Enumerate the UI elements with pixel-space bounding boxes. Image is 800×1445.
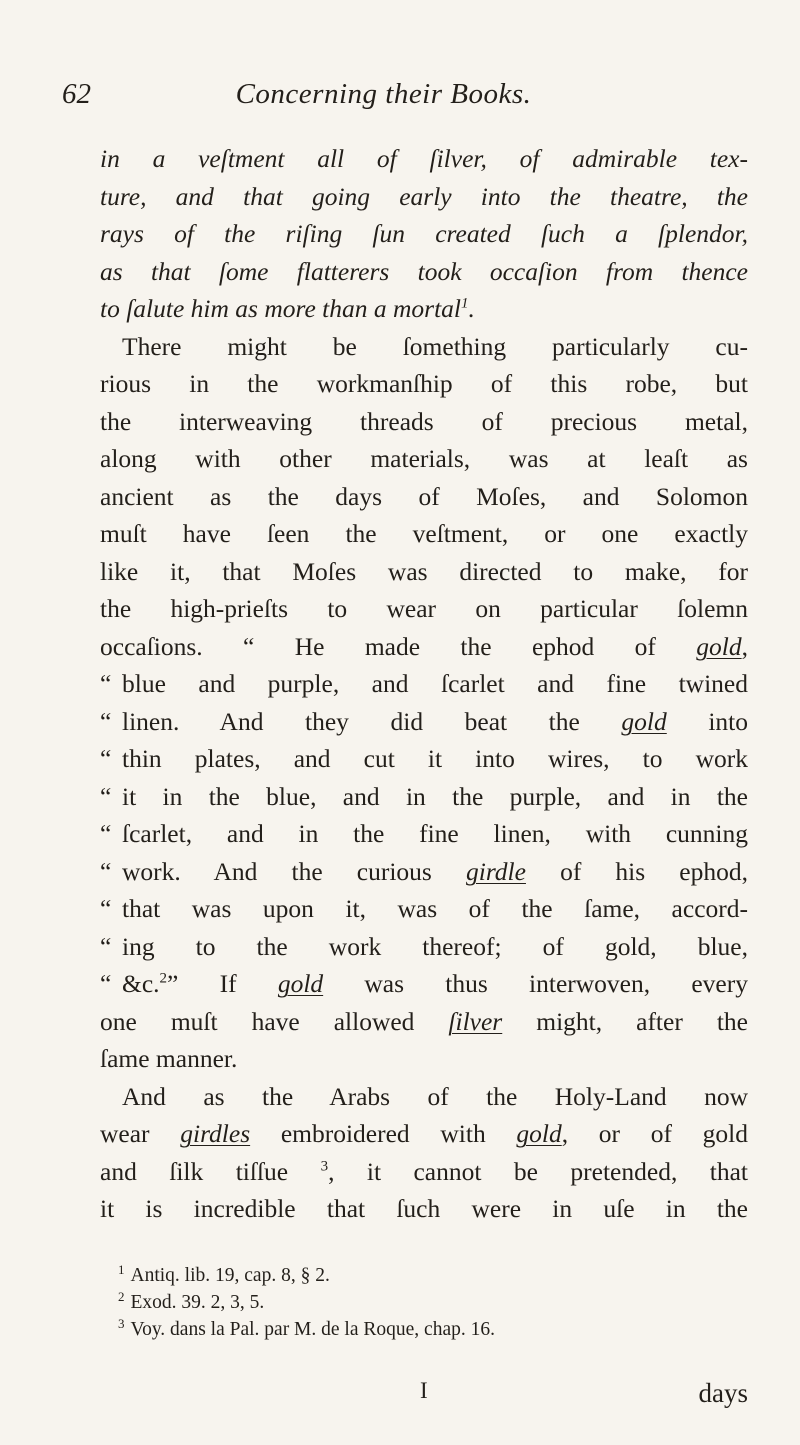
body-text (100, 140, 748, 1228)
text-line: “ blue and purple, and ſcarlet and fine twined (100, 669, 748, 698)
signature-mark: I (420, 1378, 428, 1403)
footnotes (118, 1262, 758, 1343)
text-line: to ſalute him as more than a mortal$^1$. (100, 294, 475, 323)
text-line: ancient as the days of Moſes, and Solomon (100, 481, 748, 511)
text-line: “ &c.$^2$” If gold was thus interwoven, every (100, 969, 748, 998)
text-line: in a veſtment all of ſilver, of admirable tex- (100, 144, 748, 173)
footnote: $^2$ Exod. 39. 2, 3, 5. (118, 1288, 265, 1313)
text-line: muſt have ſeen the veſtment, or one exactly (100, 519, 748, 548)
footnote-ref: 1 (461, 295, 469, 312)
text-line: rious in the workmanſhip of this robe, but (100, 369, 748, 398)
running-head: Concerning their Books. (235, 78, 532, 110)
text-line: the high-prieſts to wear on particular ſolemn (100, 594, 748, 623)
page-footer (100, 1378, 748, 1418)
text-line: “ it in the blue, and in the purple, and in the (100, 781, 748, 811)
text-line: the interweaving threads of precious metal, (100, 406, 748, 436)
text-line: And as the Arabs of the Holy-Land now (122, 1081, 748, 1111)
text-line: “ ing to the work thereof; of gold, blue, (100, 931, 748, 961)
text-line: ture, and that going early into the theatre, the (100, 181, 748, 211)
catchword: days (698, 1378, 748, 1408)
text-line: wear girdles embroidered with gold, or of gold (100, 1119, 748, 1148)
text-line: rays of the riſing ſun created ſuch a ſplendor, (100, 219, 748, 248)
text-line: “ thin plates, and cut it into wires, to work (100, 744, 748, 773)
text-line: one muſt have allowed ſilver might, after the (100, 1006, 748, 1036)
text-line: like it, that Moſes was directed to make, for (100, 556, 748, 586)
text-line: “ that was upon it, was of the ſame, accord- (100, 894, 748, 923)
text-line: and ſilk tiſſue $^3$, it cannot be pretended, that (100, 1156, 748, 1186)
footnote: $^1$ Antiq. lib. 19, cap. 8, § 2. (118, 1261, 330, 1286)
text-line: it is incredible that ſuch were in uſe in the (100, 1194, 748, 1223)
text-line: along with other materials, was at leaſt as (100, 444, 748, 473)
text-line: There might be ſomething particularly cu- (122, 331, 748, 361)
text-line: “ ſcarlet, and in the fine linen, with cunning (100, 819, 748, 848)
text-line: occaſions. “ He made the ephod of gold, (100, 631, 748, 661)
text-line: ſame manner. (100, 1044, 238, 1073)
text-line: “ linen. And they did beat the gold into (100, 706, 749, 736)
text-line: as that ſome flatterers took occaſion from thence (100, 256, 748, 286)
text-line: “ work. And the curious girdle of his ephod, (100, 856, 748, 886)
page-header (62, 78, 705, 118)
footnote-ref: 3 (320, 1158, 329, 1174)
footnote: $^3$ Voy. dans la Pal. par M. de la Roque, chap. 16. (118, 1315, 495, 1340)
page-number: 62 (62, 78, 91, 110)
footnote-ref: 2 (159, 970, 168, 987)
